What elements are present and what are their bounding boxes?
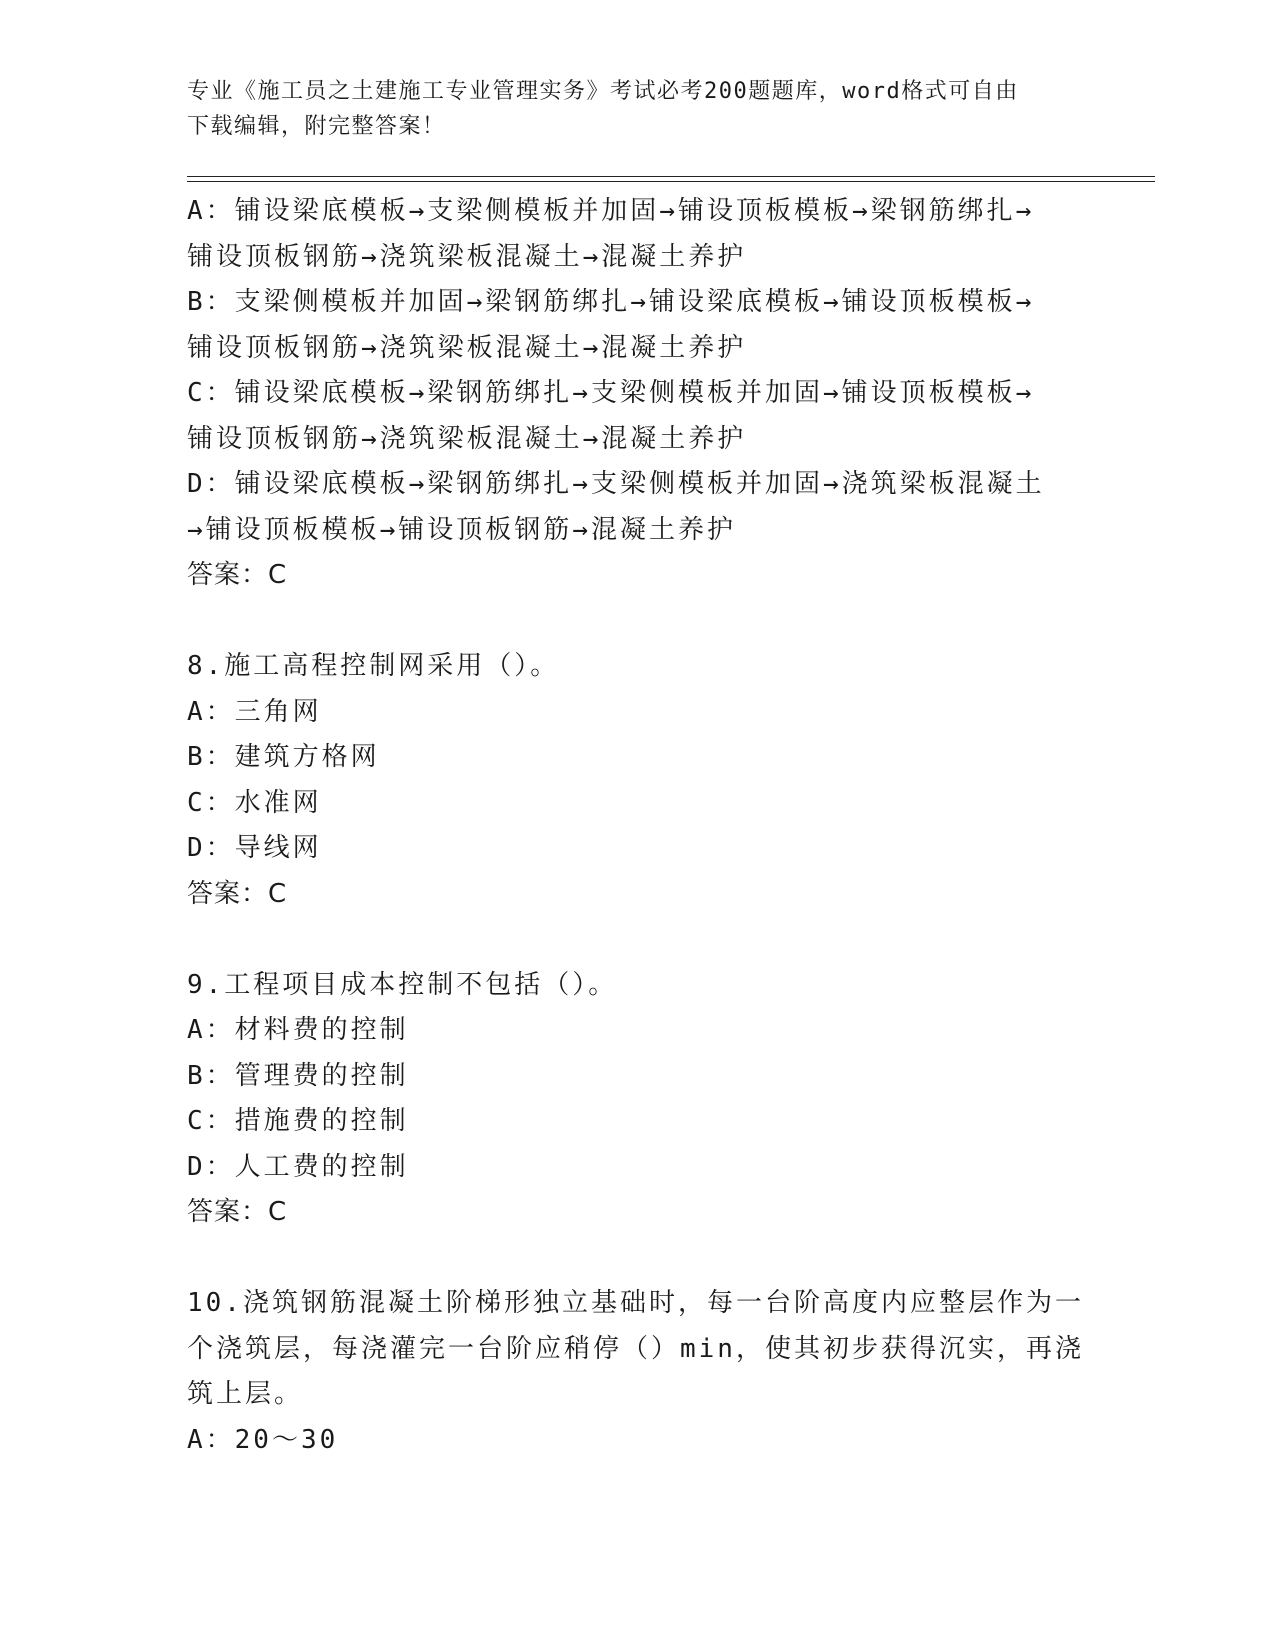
spacer — [187, 1236, 1087, 1282]
q9-option-c: C：措施费的控制 — [187, 1106, 409, 1136]
spacer — [187, 599, 1087, 645]
header-line-1: 专业《施工员之土建施工专业管理实务》考试必考200题题库，word格式可自由 — [187, 79, 1019, 104]
document-header — [187, 74, 1087, 144]
q8-option-b: B：建筑方格网 — [187, 742, 380, 772]
q8-option-a: A：三角网 — [187, 696, 322, 727]
q8-stem: 8.施工高程控制网采用（）。 — [187, 651, 560, 681]
q7-answer: 答案：C — [187, 560, 288, 590]
question-7 — [187, 189, 1087, 599]
question-9 — [187, 963, 1087, 1236]
q7-option-a-line-2: 铺设顶板钢筋→浇筑梁板混凝土→混凝土养护 — [187, 241, 747, 272]
q10-stem-line-2: 个浇筑层，每浇灌完一台阶应稍停（）min，使其初步获得沉实，再浇 — [187, 1333, 1084, 1364]
q8-answer: 答案：C — [187, 878, 288, 909]
header-line-2: 下载编辑，附完整答案！ — [187, 114, 446, 139]
q10-stem-line-1: 10.浇筑钢筋混凝土阶梯形独立基础时，每一台阶高度内应整层作为一 — [187, 1288, 1084, 1318]
q10-stem-line-3: 筑上层。 — [187, 1379, 304, 1409]
q9-stem: 9.工程项目成本控制不包括（）。 — [187, 969, 618, 1000]
q7-option-b-line-2: 铺设顶板钢筋→浇筑梁板混凝土→混凝土养护 — [187, 332, 747, 363]
question-content — [187, 189, 1087, 1463]
q7-option-c-line-1: C：铺设梁底模板→梁钢筋绑扎→支梁侧模板并加固→铺设顶板模板→ — [187, 378, 1035, 408]
q9-answer: 答案：C — [187, 1197, 288, 1227]
q7-option-d-line-1: D：铺设梁底模板→梁钢筋绑扎→支梁侧模板并加固→浇筑梁板混凝土 — [187, 469, 1045, 499]
spacer — [187, 917, 1087, 963]
q8-option-c: C：水准网 — [187, 787, 322, 818]
question-10 — [187, 1281, 1087, 1463]
q7-option-d-line-2: →铺设顶板模板→铺设顶板钢筋→混凝土养护 — [187, 514, 736, 545]
q7-option-c-line-2: 铺设顶板钢筋→浇筑梁板混凝土→混凝土养护 — [187, 423, 747, 454]
header-rule-top — [187, 176, 1155, 177]
question-8 — [187, 644, 1087, 917]
q8-option-d: D：导线网 — [187, 833, 322, 863]
q9-option-a: A：材料费的控制 — [187, 1015, 409, 1045]
header-rule-bottom — [187, 181, 1155, 182]
q10-option-a: A：20～30 — [187, 1424, 339, 1455]
q7-option-a-line-1: A：铺设梁底模板→支梁侧模板并加固→铺设顶板模板→梁钢筋绑扎→ — [187, 196, 1035, 226]
q7-option-b-line-1: B：支梁侧模板并加固→梁钢筋绑扎→铺设梁底模板→铺设顶板模板→ — [187, 287, 1035, 317]
q9-option-b: B：管理费的控制 — [187, 1060, 409, 1091]
q9-option-d: D：人工费的控制 — [187, 1151, 409, 1182]
